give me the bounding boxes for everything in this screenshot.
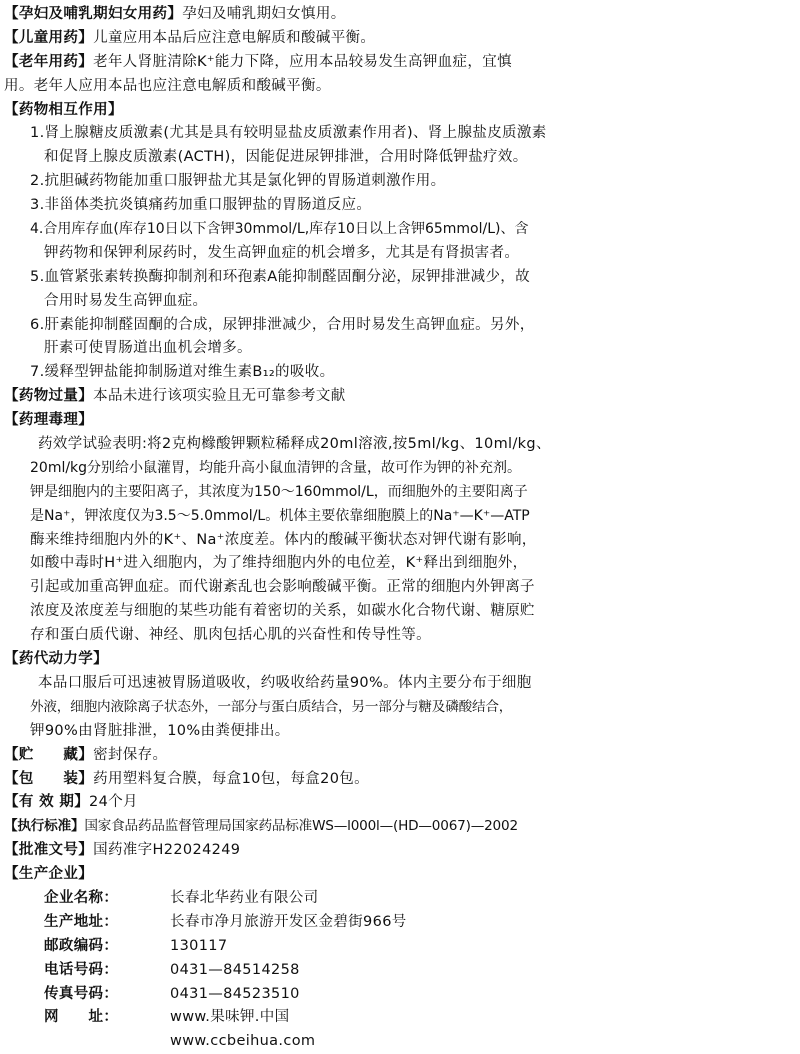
- geriatric-use-cont: 用。老年人应用本品也应注意电解质和酸碱平衡。: [4, 77, 331, 94]
- interaction-item-1: 1.肾上腺糖皮质激素(尤其是具有较明显盐皮质激素作用者)、肾上腺盐皮质激素: [30, 125, 547, 142]
- company-name-row: 企业名称： 长春北华药业有限公司: [44, 889, 319, 906]
- overdose-line: 【药物过量】本品未进行该项实验且无可靠参考文献: [4, 388, 346, 405]
- interaction-item-4: 4.合用库存血(库存10日以下含钾30mmol/L,库存10日以上含钾65mmol/L)、含: [30, 221, 529, 238]
- geriatric-use-line: 【老年用药】老年人肾脏清除K⁺能力下降，应用本品较易发生高钾血症，宜慎: [4, 53, 512, 70]
- pharmacology-paragraph-line: 浓度及浓度差与细胞的某些功能有着密切的关系，如碳水化合物代谢、糖原贮: [30, 603, 535, 620]
- section-heading-interactions: 【药物相互作用】: [4, 101, 123, 118]
- interaction-item-6-cont: 肝素可使胃肠道出血机会增多。: [44, 340, 252, 357]
- shelf-life-line: 【有 效 期】24个月: [4, 794, 138, 811]
- pregnancy-lactation-line: 【孕妇及哺乳期妇女用药】孕妇及哺乳期妇女慎用。: [4, 6, 346, 22]
- pharmacology-paragraph-line: 引起或加重高钾血症。而代谢紊乱也会影响酸碱平衡。正常的细胞内外钾离子: [30, 579, 535, 596]
- approval-number-line: 【批准文号】国药准字H22024249: [4, 842, 241, 859]
- pharmacology-paragraph-line: 酶来维持细胞内外的K⁺、Na⁺浓度差。体内的酸碱平衡状态对钾代谢有影响，: [30, 531, 537, 548]
- pharmacology-paragraph-line: 20ml/kg分别给小鼠灌胃，均能升高小鼠血清钾的含量，故可作为钾的补充剂。: [30, 459, 522, 476]
- interaction-item-6: 6.肝素能抑制醛固酮的合成，尿钾排泄减少，合用时易发生高钾血症。另外，: [30, 316, 535, 333]
- pediatric-use-line: 【儿童用药】儿童应用本品后应注意电解质和酸碱平衡。: [4, 29, 376, 46]
- section-heading-pharmacology: 【药理毒理】: [4, 412, 94, 429]
- storage-line: 【贮 藏】密封保存。: [4, 746, 168, 763]
- pharmacology-paragraph-line: 如酸中毒时H⁺进入细胞内，为了维持细胞内外的电位差，K⁺释出到细胞外，: [30, 555, 528, 572]
- interaction-item-7: 7.缓释型钾盐能抑制肠道对维生素B₁₂的吸收。: [30, 364, 335, 381]
- website-row: 网 址： www.果味钾.中国: [44, 1009, 290, 1026]
- phone-number-row: 电话号码： 0431—84514258: [44, 961, 300, 978]
- postal-code-row: 邮政编码： 130117: [44, 937, 228, 954]
- pharmacokinetics-paragraph-line: 本品口服后可迅速被胃肠道吸收，约吸收给药量90%。体内主要分布于细胞: [38, 674, 532, 691]
- packaging-line: 【包 装】药用塑料复合膜，每盒10包，每盒20包。: [4, 770, 370, 787]
- pharmacokinetics-paragraph-line: 钾90%由肾脏排泄，10%由粪便排出。: [30, 722, 290, 739]
- interaction-item-5-cont: 合用时易发生高钾血症。: [44, 292, 208, 309]
- interaction-item-2: 2.抗胆碱药物能加重口服钾盐尤其是氯化钾的胃肠道刺激作用。: [30, 173, 446, 190]
- pharmacology-paragraph-line: 钾是细胞内的主要阳离子，其浓度为150～160mmol/L，而细胞外的主要阳离子: [30, 483, 528, 500]
- section-heading-manufacturer: 【生产企业】: [4, 866, 94, 883]
- interaction-item-1-cont: 和促肾上腺皮质激素(ACTH)，因能促进尿钾排泄，合用时降低钾盐疗效。: [44, 149, 528, 166]
- section-heading-pharmacokinetics: 【药代动力学】: [4, 651, 108, 668]
- interaction-item-3: 3.非甾体类抗炎镇痛药加重口服钾盐的胃肠道反应。: [30, 197, 372, 214]
- production-address-row: 生产地址： 长春市净月旅游开发区金碧街966号: [44, 913, 407, 930]
- pharmacology-paragraph-line: 药效学试验表明:将2克枸橼酸钾颗粒稀释成20ml溶液,按5ml/kg、10ml/kg、: [38, 436, 551, 453]
- standard-line: 【执行标准】国家食品药品监督管理局国家药品标准WS—l000l—(HD—0067)—2002: [4, 818, 518, 835]
- fax-number-row: 传真号码： 0431—84523510: [44, 985, 300, 1002]
- pharmacology-paragraph-line: 存和蛋白质代谢、神经、肌肉包括心肌的兴奋性和传导性等。: [30, 627, 431, 644]
- interaction-item-5: 5.血管紧张素转换酶抑制剂和环孢素A能抑制醛固酮分泌，尿钾排泄减少，故: [30, 268, 531, 285]
- pharmacokinetics-paragraph-line: 外液，细胞内液除离子状态外，一部分与蛋白质结合，另一部分与糖及磷酸结合，: [30, 698, 513, 715]
- pharmacology-paragraph-line: 是Na⁺，钾浓度仅为3.5～5.0mmol/L。机体主要依靠细胞膜上的Na⁺—K⁺—ATP: [30, 507, 530, 524]
- interaction-item-4-cont: 钾药物和保钾利尿药时，发生高钾血症的机会增多，尤其是有肾损害者。: [44, 244, 520, 261]
- website-row-2: www.ccbeihua.com: [170, 1033, 316, 1050]
